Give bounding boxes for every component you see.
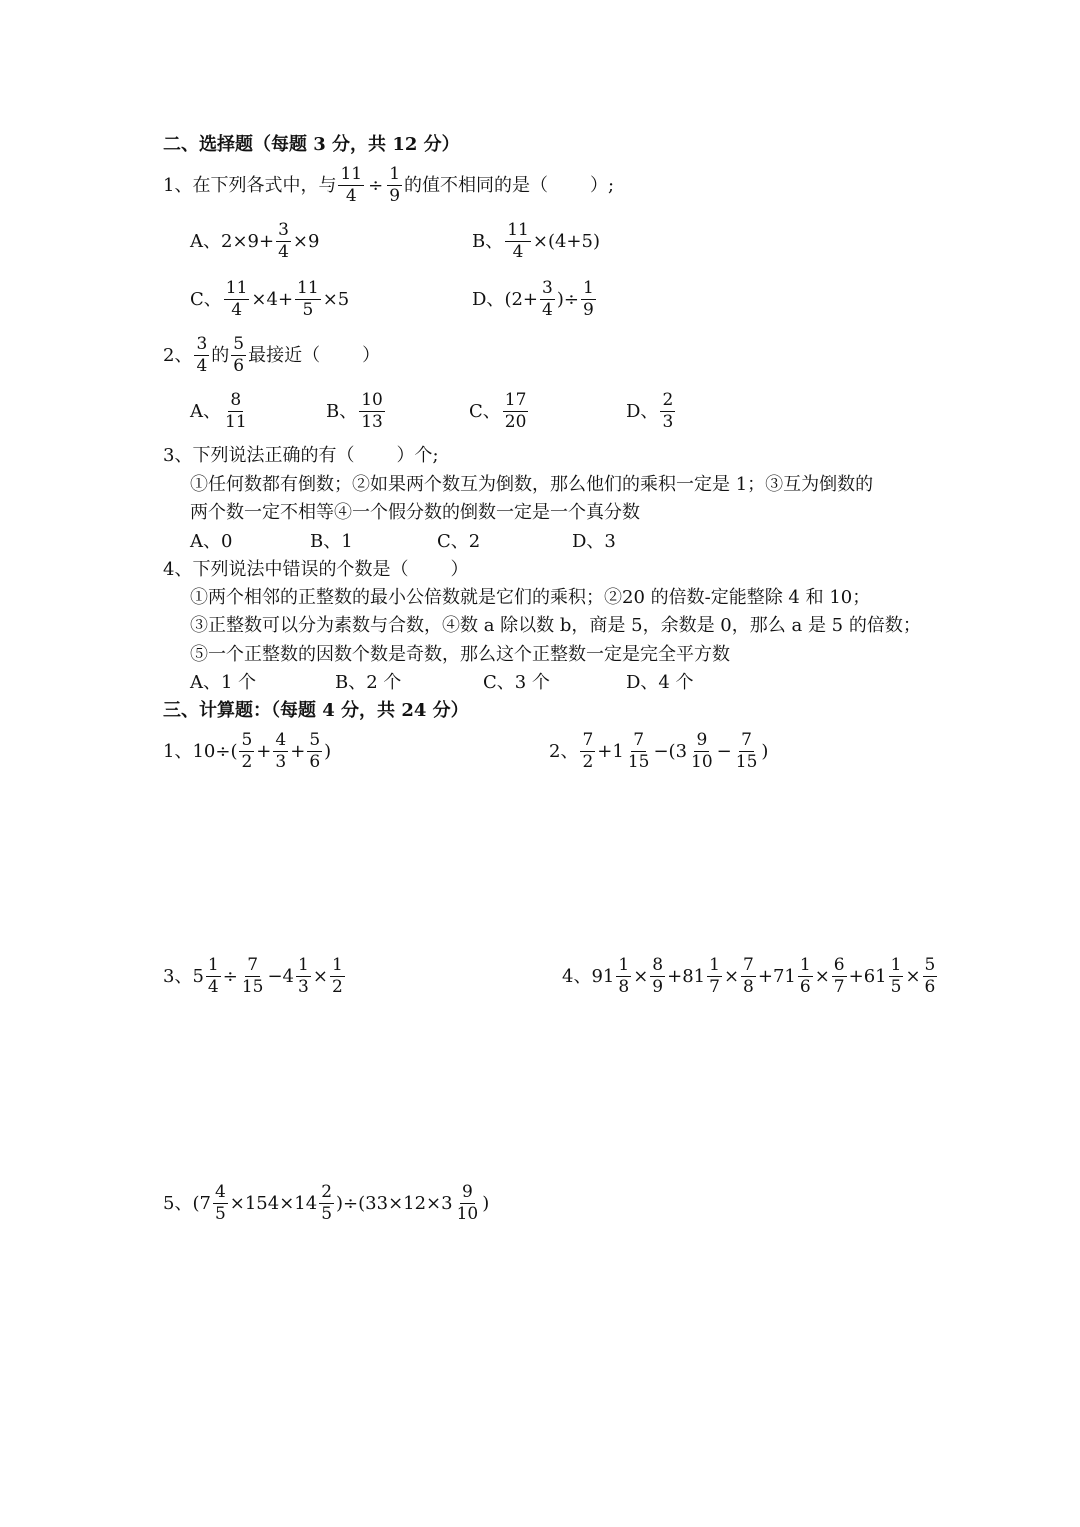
q3-statement-line-1: ①任何数都有倒数；②如果两个数互为倒数，那么他们的乘积一定是 1；③互为倒数的 [190, 474, 874, 495]
q3-option-c: C、2 [437, 531, 481, 552]
question-1-stem [163, 166, 614, 205]
q1-d-fraction-2: $\frac{1}{9}$ [582, 278, 594, 320]
section-2-heading: 二、选择题（每题 3 分，共 12 分） [163, 134, 460, 155]
calc-problem-3: 3、 5 $\frac{1}{4}$ ÷ $\frac{7}{15}$ −4 $\frac{1}{3}$ × $\frac{1}{2}$ [163, 955, 343, 997]
q2-option-b: B、 $\frac{10}{13}$ [326, 390, 383, 432]
q1-prefix: 1、在下列各式中，与 [163, 174, 337, 196]
q4-option-a: A、1 个 [190, 672, 257, 693]
q1-close: ）; [590, 174, 615, 196]
q2-fraction-1: $\frac{3}{4}$ [196, 334, 208, 376]
q1-d-fraction-1: $\frac{3}{4}$ [542, 278, 553, 320]
q1-suffix: 的值不相同的是（ [404, 174, 549, 196]
q4-option-c: C、3 个 [483, 672, 550, 693]
q4-statement-line-2: ③正整数可以分为素数与合数，④数 a 除以数 b，商是 5，余数是 0，那么 a 是 5 的倍数； [190, 615, 921, 636]
q4-option-d: D、4 个 [626, 672, 694, 693]
q4-statement-line-3: ⑤一个正整数的因数个数是奇数，那么这个正整数一定是完全平方数 [190, 644, 730, 665]
q1-operator: ÷ [368, 174, 384, 196]
q3-option-b: B、1 [310, 531, 353, 552]
question-4-stem: 4、下列说法中错误的个数是（ ） [163, 559, 469, 580]
q3-option-a: A、0 [190, 531, 233, 552]
question-2-stem: 2、 $\frac{3}{4}$ 的 $\frac{5}{6}$ 最接近（ ） [163, 334, 381, 376]
q2-option-c: C、 $\frac{17}{20}$ [469, 390, 527, 432]
q3-statement-line-2: 两个数一定不相等④一个假分数的倒数一定是一个真分数 [190, 502, 640, 523]
q2-option-d: D、 $\frac{2}{3}$ [626, 390, 674, 432]
q4-statement-line-1: ①两个相邻的正整数的最小公倍数就是它们的乘积；②20 的倍数-定能整除 4 和 10； [190, 587, 871, 608]
q1-fraction-2: $\frac{1}{9}$ [389, 164, 401, 206]
calc-problem-4: 4、 91 $\frac{1}{8}$ × $\frac{8}{9}$ +81 $\frac{1}{7}$ × $\frac{7}{8}$ +71 $\frac{1}{6}$ × $\frac{6}{7}$ +61 $\frac{1}{5}$ × $\frac{5}{6}$ [562, 955, 936, 997]
q1-b-fraction: $\frac{11}{4}$ [507, 220, 529, 262]
q1-option-c: C、 $\frac{11}{4}$ ×4+ $\frac{11}{5}$ ×5 [190, 278, 350, 320]
q1-c-fraction-2: $\frac{11}{5}$ [297, 278, 319, 320]
q1-a-fraction: $\frac{3}{4}$ [278, 220, 289, 262]
q2-option-a: A、 $\frac{8}{11}$ [190, 390, 247, 432]
q1-fraction-1: $\frac{11}{4}$ [340, 164, 363, 206]
q1-option-d: D、 (2+ $\frac{3}{4}$ )÷ $\frac{1}{9}$ [472, 278, 594, 320]
q1-c-fraction-1: $\frac{11}{4}$ [225, 278, 248, 320]
section-3-heading: 三、计算题：（每题 4 分，共 24 分） [163, 700, 469, 721]
q1-option-a: A、 2×9+ $\frac{3}{4}$ ×9 [190, 220, 320, 262]
q3-option-d: D、3 [572, 531, 616, 552]
q4-option-b: B、2 个 [335, 672, 402, 693]
q1-option-b: B、 $\frac{11}{4}$ ×(4+5) [472, 220, 600, 262]
calc-problem-1: 1、 10÷( $\frac{5}{2}$ + $\frac{4}{3}$ + $\frac{5}{6}$ ) [163, 730, 332, 772]
calc-problem-2: 2、 $\frac{7}{2}$ +1 $\frac{7}{15}$ −(3 $\frac{9}{10}$ − $\frac{7}{15}$ ) [549, 730, 769, 772]
question-3-stem: 3、下列说法正确的有（ ）个; [163, 445, 439, 466]
calc-problem-5: 5、 (7 $\frac{4}{5}$ ×154×14 $\frac{2}{5}$ )÷(33×12×3 $\frac{9}{10}$ ) [163, 1182, 490, 1224]
q2-fraction-2: $\frac{5}{6}$ [233, 334, 245, 376]
